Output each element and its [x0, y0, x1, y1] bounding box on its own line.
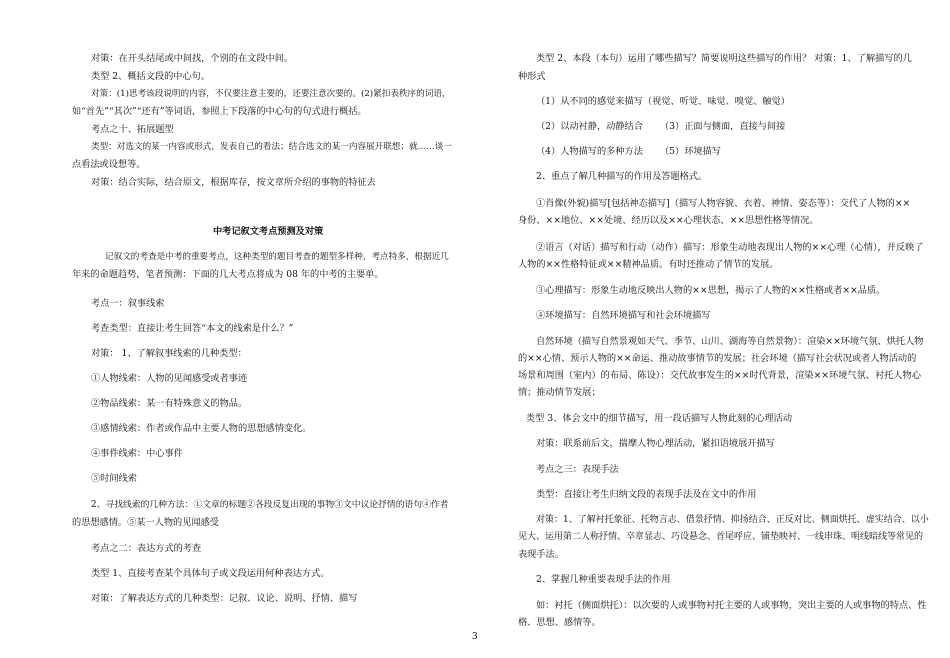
list-item: （1）从不同的感觉来描写（视觉、听觉、味觉、嗅觉、触觉） [536, 96, 790, 107]
paragraph: 2、寻找线索的几种方法：①文章的标题②各段反复出现的事物③文中议论抒情的语句④作者 [91, 500, 449, 510]
paragraph: 2、重点了解几种描写的作用及答题格式。 [536, 171, 708, 182]
paragraph: 对策：1、了解衬托象征、托物言志、借景抒情、抑扬结合、正反对比、侧面烘托、虚实结合、以小 [536, 515, 929, 525]
list-item: ⑤时间线索 [91, 473, 137, 484]
paragraph: 表现手法。 [518, 549, 564, 560]
paragraph: 格、思想、感情等。 [518, 617, 601, 628]
paragraph: 对策：联系前后文，揣摩人物心理活动，紧扣语境展开描写 [536, 438, 775, 449]
paragraph: 场景和周围（室内）的布局、陈设）：交代故事发生的××时代背景，渲染××环境气氛、衬托人物心 [518, 370, 921, 381]
list-item: （2）以动衬静，动静结合 [536, 121, 643, 132]
list-item: ①人物线索：人物的见闻感受或者事迹 [91, 373, 248, 384]
paragraph: 的××心情、预示人物的××命运、推动故事情节的发展；社会环境（描写社会状况或者人物活动的 [518, 353, 917, 364]
paragraph: 对策：结合实际，结合原文，根据库存，按文章所介绍的事物的特征去 [91, 177, 376, 188]
section-heading: 考点一：叙事线索 [91, 298, 165, 309]
section-heading: 考点之二：表达方式的考查 [91, 543, 202, 554]
paragraph: 对策： 1、了解叙事线索的几种类型： [91, 348, 247, 359]
paragraph: 种形式 [518, 71, 546, 82]
list-item: （5）环境描写 [660, 146, 721, 157]
paragraph: 如：衬托（侧面烘托）：以次要的人或事物衬托主要的人或事物，突出主要的人或事物的特点、性 [536, 600, 927, 611]
list-item: （3）正面与侧面，直接与间接 [660, 121, 786, 132]
list-item: ④事件线索：中心事件 [91, 448, 183, 459]
paragraph: 点看法或设想等。 [72, 159, 146, 170]
paragraph: 类型 3、体会文中的细节描写，用一段话描写人物此刻的心理活动 [526, 413, 793, 424]
paragraph: 年来的命题趋势，笔者预测：下面的几大考点将成为 08 年的中考的主要单。 [72, 269, 384, 280]
list-item: ③感情线索：作者或作品中主要人物的思想感情变化。 [91, 423, 312, 434]
list-item: （4）人物描写的多种方法 [536, 146, 643, 157]
paragraph: 类型 2、本段（本句）运用了哪些描写？简要说明这些描写的作用？ 对策：1、了解描写的几 [536, 53, 912, 64]
paragraph: 对策：在开头结尾或中间找，个别的在文段中间。 [91, 53, 294, 64]
page-title: 中考记叙文考点预测及对策 [213, 226, 324, 237]
paragraph: 考查类型：直接让考生回答“本文的线索是什么？” [91, 323, 294, 334]
paragraph: 对策：了解表达方式的几种类型：记叙、议论、说明、抒情、描写 [91, 593, 358, 604]
section-heading: 考点之十、拓展题型 [91, 124, 174, 135]
paragraph: 对策：(1)思考该段说明的内容，不仅要注意主要的，还要注意次要的。(2)紧扣表秩序的词语， [91, 89, 451, 99]
paragraph: ④环境描写：自然环境描写和社会环境描写 [536, 310, 711, 321]
paragraph: 类型 1、直接考查某个具体句子或文段运用何种表达方式。 [91, 568, 330, 579]
paragraph: 的思想感情。⑤某一人物的见闻感受 [72, 517, 219, 528]
list-item: ②物品线索：某一有特殊意义的物品。 [91, 398, 248, 409]
paragraph: 2、掌握几种重要表现手法的作用 [536, 574, 671, 585]
paragraph: 如“首先”“其次”“还有”等词语，参照上下段落的中心句的句式进行概括。 [72, 106, 367, 117]
paragraph: 类型：对选文的某一内容或形式，发表自己的看法；结合选文的某一内容展开联想；就……谈一 [91, 142, 452, 152]
paragraph: 见大、运用第二人称抒情、卒章显志、巧设悬念、首尾呼应、铺垫映衬、一线串珠、明线暗线等常见的 [518, 532, 924, 542]
paragraph: 类型：直接让考生归纳文段的表现手法及在文中的作用 [536, 489, 757, 500]
paragraph: 记叙文的考查是中考的重要考点，这种类型的题目考查的题型多样种，考点特多，根据近几 [105, 252, 449, 262]
paragraph: 身份、××地位、××处境、经历以及××心理状态、××思想性格等情况。 [518, 215, 819, 226]
paragraph: 自然环境（描写自然景观如天气、季节、山川、湖海等自然景物）：渲染××环境气氛、烘托人物 [536, 336, 924, 347]
paragraph: ②语言（对话）描写和行动（动作）描写：形象生动地表现出人物的××心理（心情），并反映了 [536, 242, 924, 253]
paragraph: ①肖像(外貌)描写[包括神态描写]（描写人物容貌、衣着、神情、姿态等）：交代了人物的×× [536, 198, 911, 209]
paragraph: 人物的××性格特征或××精神品质。有时还推动了情节的发展。 [518, 259, 779, 270]
section-heading: 考点之三：表现手法 [536, 464, 619, 475]
paragraph: ③心理描写：形象生动地反映出人物的××思想，揭示了人物的××性格或者××品质。 [536, 285, 886, 296]
paragraph: 类型 2、概括文段的中心句。 [91, 71, 211, 82]
paragraph: 情；推动情节发展； [518, 387, 601, 398]
page-number: 3 [472, 632, 478, 642]
